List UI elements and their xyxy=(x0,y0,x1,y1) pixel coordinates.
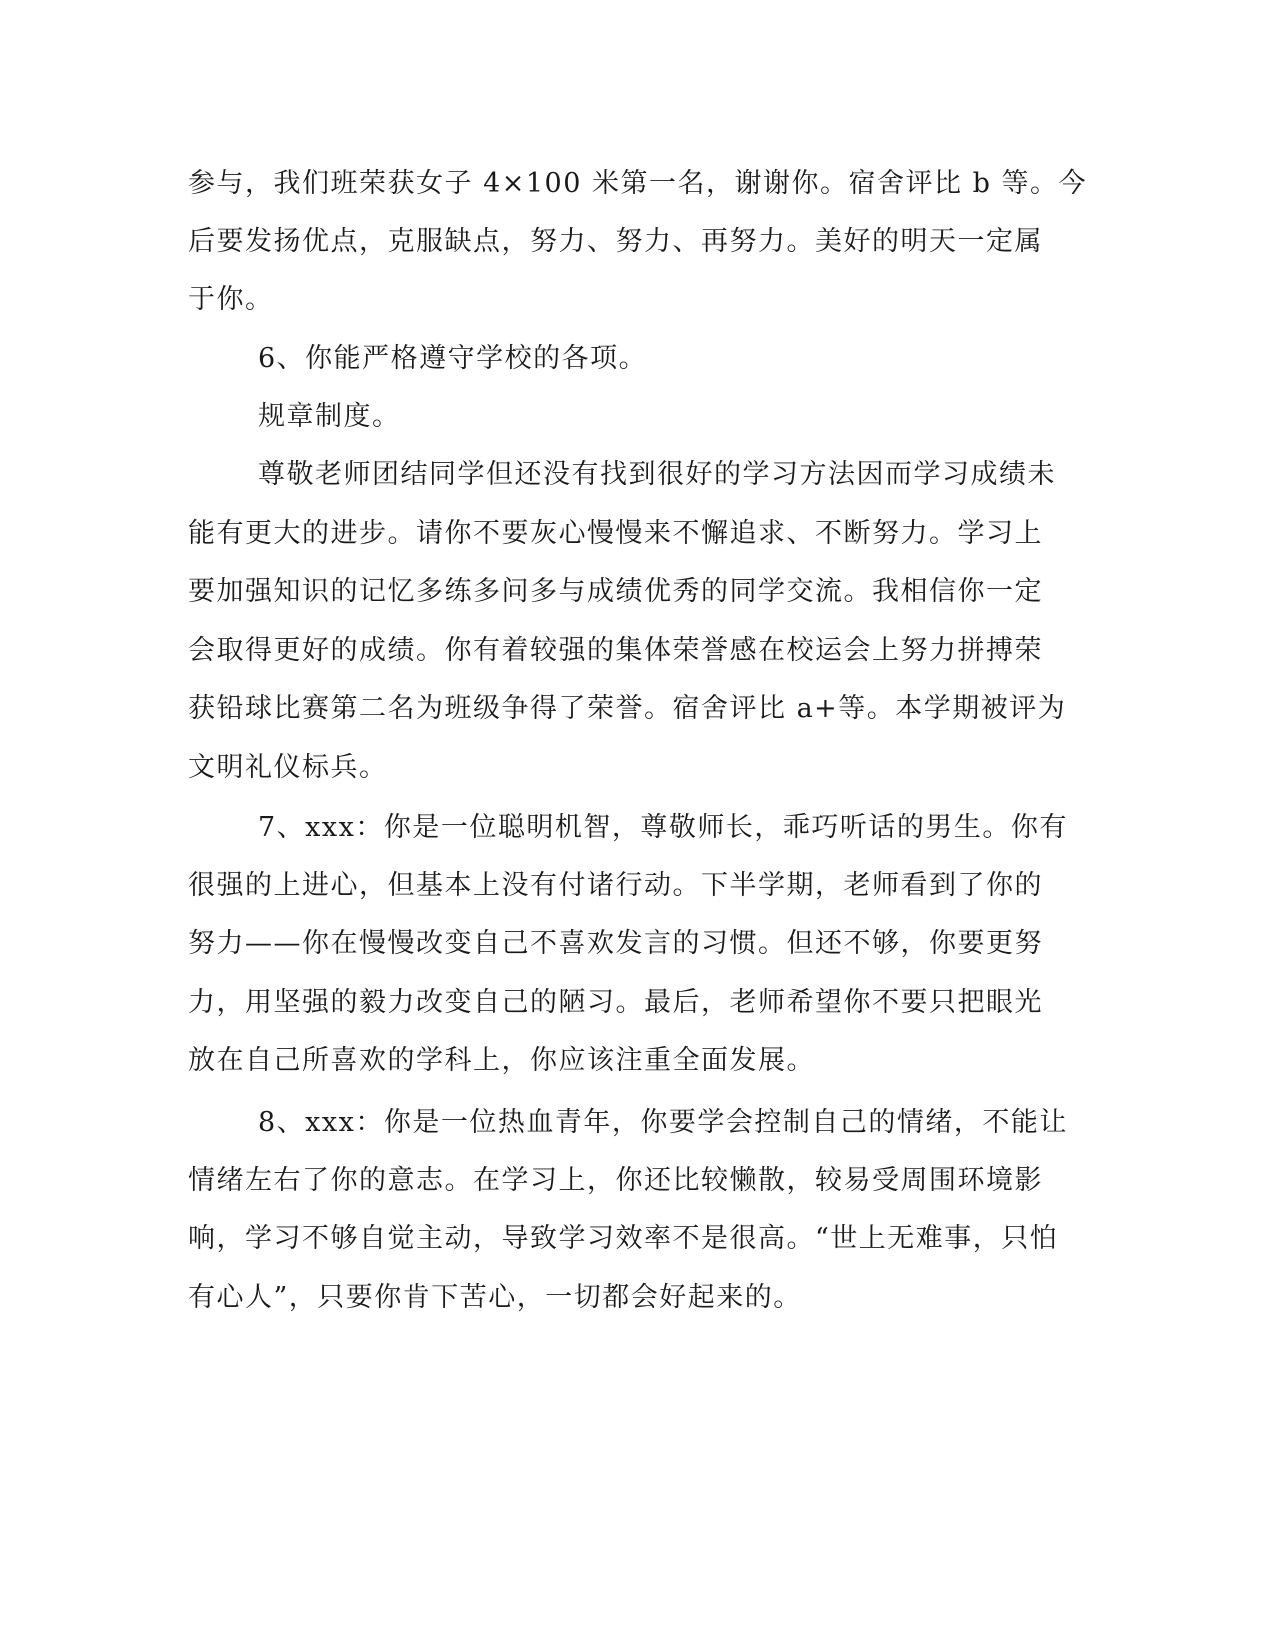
text-line: 力，用坚强的毅力改变自己的陋习。最后，老师希望你不要只把眼光 xyxy=(188,987,1043,1018)
text-line: 放在自己所喜欢的学科上，你应该注重全面发展。 xyxy=(188,1045,815,1076)
text-line: 规章制度。 xyxy=(258,401,401,432)
text-line: 文明礼仪标兵。 xyxy=(188,752,388,783)
text-line: 响，学习不够自觉主动，导致学习效率不是很高。“世上无难事，只怕 xyxy=(188,1223,1059,1254)
text-line: 有心人”，只要你肯下苦心，一切都会好起来的。 xyxy=(188,1282,802,1313)
text-line: 很强的上进心，但基本上没有付诸行动。下半学期，老师看到了你的 xyxy=(188,870,1043,901)
text-line: 后要发扬优点，克服缺点，努力、努力、再努力。美好的明天一定属 xyxy=(188,226,1043,257)
text-line: 于你。 xyxy=(188,284,274,315)
text-line: 努力——你在慢慢改变自己不喜欢发言的习惯。但还不够，你要更努 xyxy=(188,928,1043,959)
text-line: 要加强知识的记忆多练多问多与成绩优秀的同学交流。我相信你一定 xyxy=(188,576,1043,607)
list-item-heading: 6、你能严格遵守学校的各项。 xyxy=(258,343,648,374)
text-line: 情绪左右了你的意志。在学习上，你还比较懒散，较易受周围环境影 xyxy=(188,1165,1043,1196)
paragraph-start: 7、xxx：你是一位聪明机智，尊敬师长，乖巧听话的男生。你有 xyxy=(258,812,1068,843)
text-line: 获铅球比赛第二名为班级争得了荣誉。宿舍评比 a+等。本学期被评为 xyxy=(188,693,1067,724)
text-line: 能有更大的进步。请你不要灰心慢慢来不懈追求、不断努力。学习上 xyxy=(188,518,1043,549)
text-line: 参与，我们班荣获女子 4×100 米第一名，谢谢你。宿舍评比 b 等。今 xyxy=(188,168,1087,199)
text-line: 会取得更好的成绩。你有着较强的集体荣誉感在校运会上努力拼搏荣 xyxy=(188,635,1043,666)
paragraph-start: 8、xxx：你是一位热血青年，你要学会控制自己的情绪，不能让 xyxy=(258,1107,1068,1138)
paragraph-start: 尊敬老师团结同学但还没有找到很好的学习方法因而学习成绩未 xyxy=(258,459,1056,490)
